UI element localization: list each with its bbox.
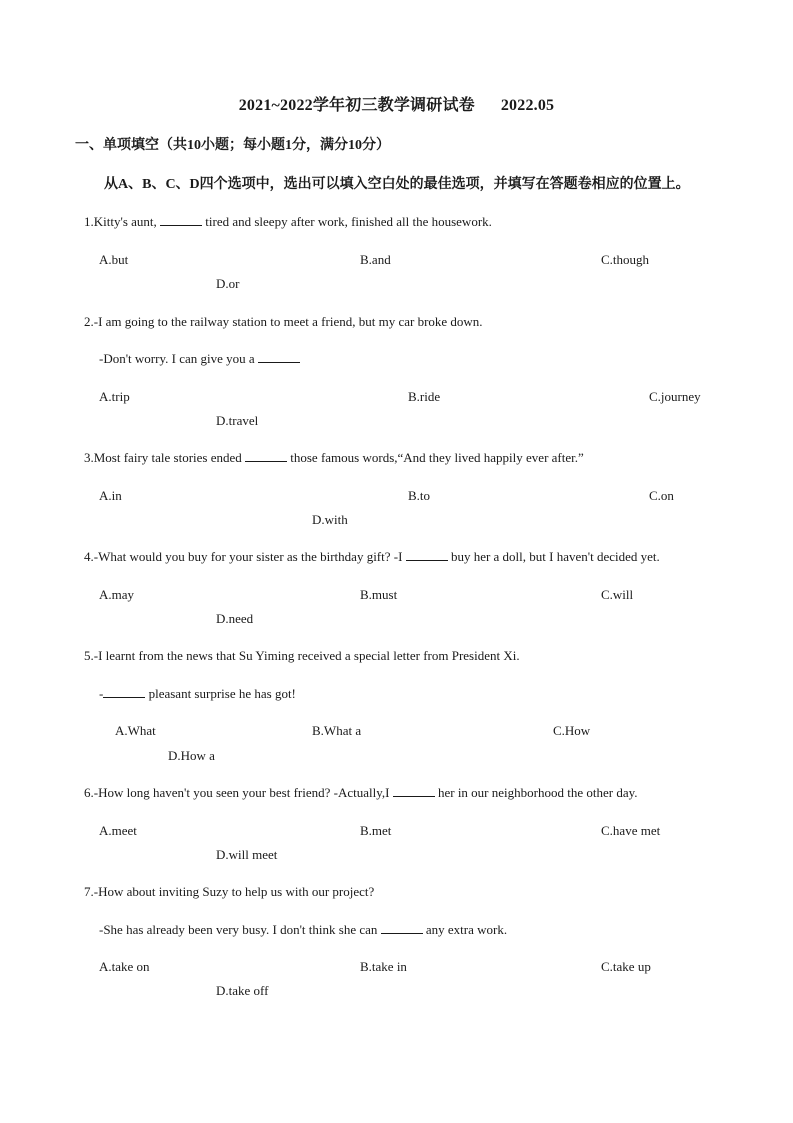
question-7-option-a: A.take on — [99, 959, 150, 974]
question-3-option-b: B.to — [408, 488, 431, 503]
question-4-blank — [406, 549, 448, 561]
exam-date: 2022.05 — [500, 97, 555, 114]
question-4-option-a: A.may — [99, 587, 135, 602]
question-2-stem — [84, 314, 483, 330]
question-4-text-after: buy her a doll, but I haven't decided yet. — [450, 549, 660, 564]
question-2-text-line2: -Don't worry. I can give you a — [99, 351, 255, 366]
question-1-stem — [84, 214, 492, 230]
question-1-option-b: B.and — [360, 252, 391, 267]
question-4-option-c: C.will — [601, 587, 634, 602]
question-1-option-c: C.though — [601, 252, 650, 267]
question-7-option-b: B.take in — [360, 959, 407, 974]
question-7-stem — [84, 884, 374, 900]
question-6-option-c: C.have met — [601, 823, 661, 838]
question-5-stem — [84, 648, 520, 664]
question-2-blank — [258, 351, 300, 363]
question-3-blank — [245, 450, 287, 462]
exam-title — [0, 92, 793, 115]
question-6-option-b: B.met — [360, 823, 392, 838]
section-title: 一、单项填空（共10小题；每小题1分，满分10分） — [75, 138, 390, 153]
question-6-option-d: D.will meet — [216, 847, 278, 862]
question-5-option-d: D.How a — [168, 748, 215, 763]
question-1-blank — [160, 214, 202, 226]
question-3-text-after: those famous words,“And they lived happily ever after.” — [290, 450, 584, 465]
question-5-option-c: C.How — [553, 723, 591, 738]
question-2-option-b: B.ride — [408, 389, 441, 404]
question-3-option-c: C.on — [649, 488, 674, 503]
question-5-text-before: - — [99, 686, 104, 701]
question-4-text-before: 4.-What would you buy for your sister as the birthday gift? -I — [84, 549, 403, 564]
question-7-text-before: -She has already been very busy. I don't think she can — [99, 922, 378, 937]
question-7-stem-line2 — [99, 922, 507, 938]
question-5-text-after: pleasant surprise he has got! — [148, 686, 296, 701]
question-1-text-before: 1.Kitty's aunt, — [84, 214, 157, 229]
question-1-option-d: D.or — [216, 276, 240, 291]
question-1-text-after: tired and sleepy after work, finished all the housework. — [205, 214, 492, 229]
question-7-blank — [381, 922, 423, 934]
question-6-blank — [393, 785, 435, 797]
question-4-option-b: B.must — [360, 587, 398, 602]
question-2-option-a: A.trip — [99, 389, 130, 404]
question-7-text-line1: 7.-How about inviting Suzy to help us with our project? — [84, 884, 375, 899]
question-7-text-after: any extra work. — [425, 922, 508, 937]
question-6-option-a: A.meet — [99, 823, 137, 838]
question-7-option-d: D.take off — [216, 983, 269, 998]
question-3-text-before: 3.Most fairy tale stories ended — [84, 450, 242, 465]
question-6-text-after: her in our neighborhood the other day. — [437, 785, 638, 800]
question-3-option-a: A.in — [99, 488, 122, 503]
exam-title-text: 2021~2022学年初三教学调研试卷 — [238, 97, 475, 114]
question-6-stem — [84, 785, 638, 801]
question-5-stem-line2 — [99, 686, 296, 702]
question-2-stem-line2 — [99, 351, 300, 367]
question-5-option-b: B.What a — [312, 723, 362, 738]
section-instruction: 从A、B、C、D四个选项中，选出可以填入空白处的最佳选项，并填写在答题卷相应的位置上。 — [104, 177, 690, 192]
question-3-stem — [84, 450, 584, 466]
question-3-option-d: D.with — [312, 512, 348, 527]
question-4-option-d: D.need — [216, 611, 254, 626]
question-2-text-line1: 2.-I am going to the railway station to meet a friend, but my car broke down. — [84, 314, 483, 329]
question-2-option-d: D.travel — [216, 413, 259, 428]
question-1-option-a: A.but — [99, 252, 129, 267]
question-5-text-line1: 5.-I learnt from the news that Su Yiming received a special letter from President Xi. — [84, 648, 520, 663]
question-4-stem — [84, 549, 660, 565]
question-5-option-a: A.What — [115, 723, 156, 738]
question-6-text-before: 6.-How long haven't you seen your best friend? -Actually,I — [84, 785, 390, 800]
question-7-option-c: C.take up — [601, 959, 651, 974]
question-5-blank — [103, 686, 145, 698]
question-2-option-c: C.journey — [649, 389, 701, 404]
